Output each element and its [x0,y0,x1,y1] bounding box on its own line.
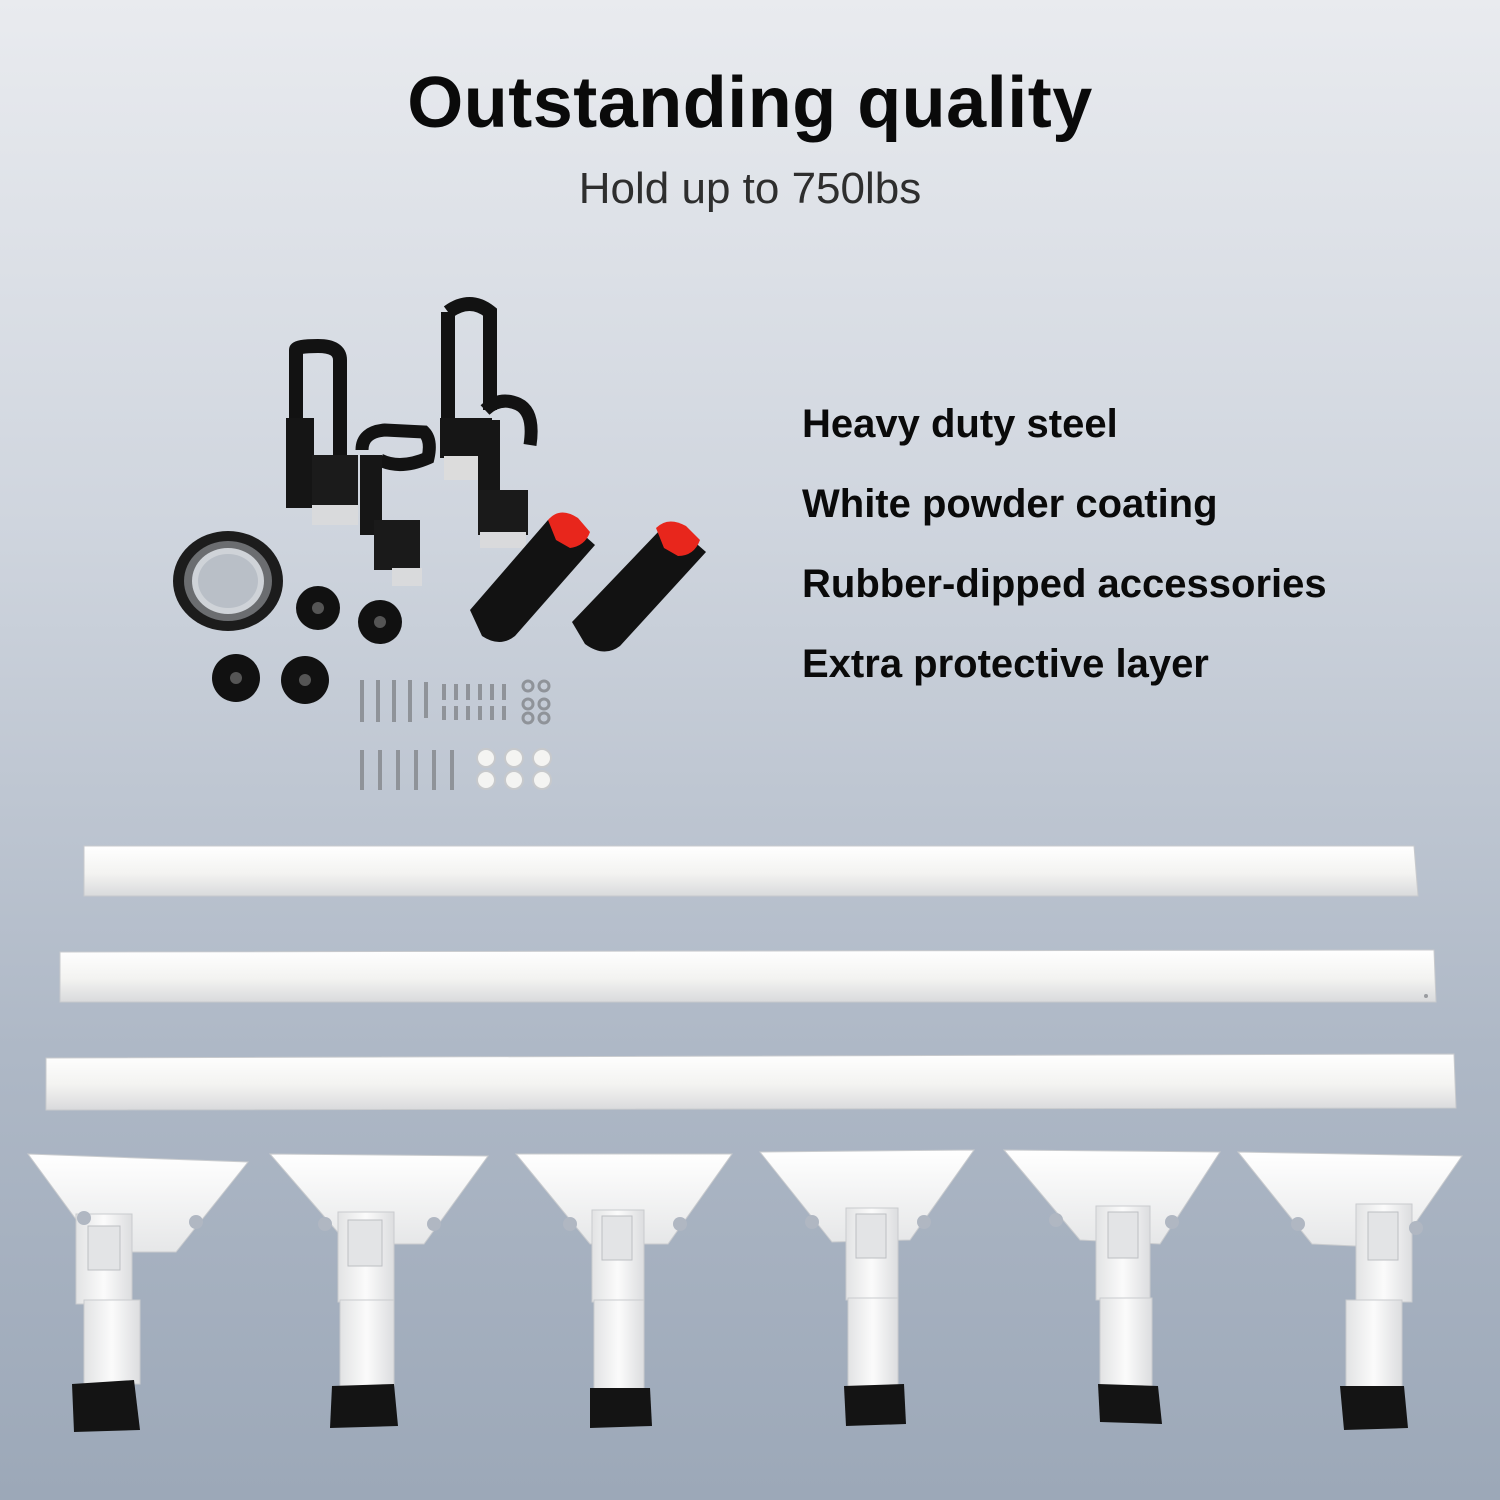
knob-icon [296,586,340,630]
hardware-kit [173,304,706,790]
crossbar [84,846,1418,896]
strap-icon [572,521,706,651]
crossbar [60,950,1436,1002]
mounting-bracket [516,1154,732,1428]
j-hook-icon [286,346,358,525]
knob-icon [358,600,402,644]
mounting-bracket [270,1154,488,1428]
feature-item: Rubber-dipped accessories [802,562,1327,606]
washers-icon [523,681,549,723]
page-subtitle: Hold up to 750lbs [578,164,922,213]
feature-item: Heavy duty steel [802,402,1118,446]
tape-roll-icon [173,531,283,631]
mounting-bracket [1004,1150,1220,1424]
j-hook-icon [478,401,531,548]
feature-item: Extra protective layer [802,642,1209,686]
mounting-bracket [28,1154,248,1432]
knob-icon [281,656,329,704]
mounting-bracket [1238,1152,1462,1430]
feature-item: White powder coating [802,482,1218,526]
mounting-bracket [760,1150,974,1426]
washers-icon [477,749,551,789]
j-hook-icon [360,430,429,586]
knob-icon [212,654,260,702]
crossbar [46,1054,1456,1110]
page-title: Outstanding quality [407,63,1093,143]
